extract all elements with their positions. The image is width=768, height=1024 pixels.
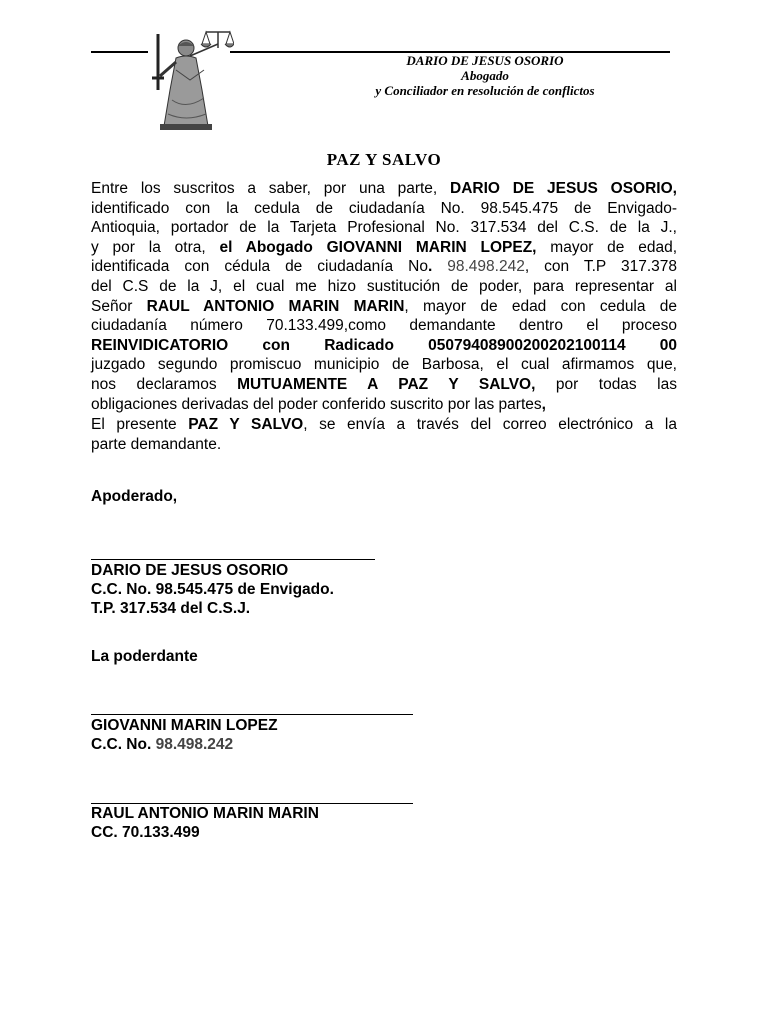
p1-line-6: del C.S de la J, el cual me hizo sustitución de poder, para representar al (91, 277, 677, 295)
header-rule-left (91, 51, 148, 53)
apoderado-label: Apoderado, (91, 488, 178, 505)
document-title: PAZ Y SALVO (326, 150, 442, 169)
letterhead-role: Abogado (461, 68, 509, 83)
signer-1-tp: T.P. 317.534 del C.S.J. (91, 600, 251, 617)
lady-justice-icon (146, 30, 234, 132)
poderdante-label: La poderdante (91, 648, 198, 665)
paragraph-2 (91, 415, 677, 454)
signer-1-name: DARIO DE JESUS OSORIO (91, 562, 289, 579)
signer-1-cc: C.C. No. 98.545.475 de Envigado. (91, 581, 334, 598)
signer-2-cc: C.C. No. 98.498.242 (91, 736, 234, 753)
signature-line-2 (91, 714, 413, 715)
signer-3-name: RAUL ANTONIO MARIN MARIN (91, 805, 319, 822)
p2-line-1: El presente PAZ Y SALVO, se envía a través del correo electrónico a la (91, 416, 677, 433)
p1-line-10: juzgado segundo promiscuo municipio de Barbosa, el cual afirmamos que, (91, 356, 677, 374)
p2-line-2: parte demandante. (91, 435, 222, 453)
p1-line-7: Señor RAUL ANTONIO MARIN MARIN, mayor de edad con cedula de (91, 297, 678, 315)
p1-line-4: y por la otra, el Abogado GIOVANNI MARIN LOPEZ, mayor de edad, (91, 238, 678, 256)
p1-line-2: identificado con la cedula de ciudadanía No. 98.545.475 de Envigado- (91, 199, 677, 217)
p1-line-9: REINVIDICATORIO con Radicado 05079408900200202100114 00 (91, 336, 678, 354)
letterhead-role-2: y Conciliador en resolución de conflictos (375, 83, 595, 98)
p1-line-3: Antioquia, portador de la Tarjeta Profesional No. 317.534 del C.S. de la J., (91, 219, 677, 237)
p1-line-8: ciudadanía número 70.133.499,como demandante dentro el proceso (91, 317, 677, 335)
p1-line-12: obligaciones derivadas del poder conferido suscrito por las partes, (91, 395, 546, 413)
signer-3-cc: CC. 70.133.499 (91, 824, 200, 841)
letterhead-name: DARIO DE JESUS OSORIO (406, 53, 564, 68)
signer-2-name: GIOVANNI MARIN LOPEZ (91, 717, 278, 734)
paragraph-1 (91, 179, 677, 414)
p1-line-1: Entre los suscritos a saber, por una parte, DARIO DE JESUS OSORIO, (91, 180, 677, 197)
p1-line-5: identificada con cédula de ciudadanía No. 98.498.242, con T.P 317.378 (91, 258, 677, 276)
p1-line-11: nos declaramos MUTUAMENTE A PAZ Y SALVO, por todas las (91, 375, 677, 393)
signature-line-1 (91, 559, 375, 560)
